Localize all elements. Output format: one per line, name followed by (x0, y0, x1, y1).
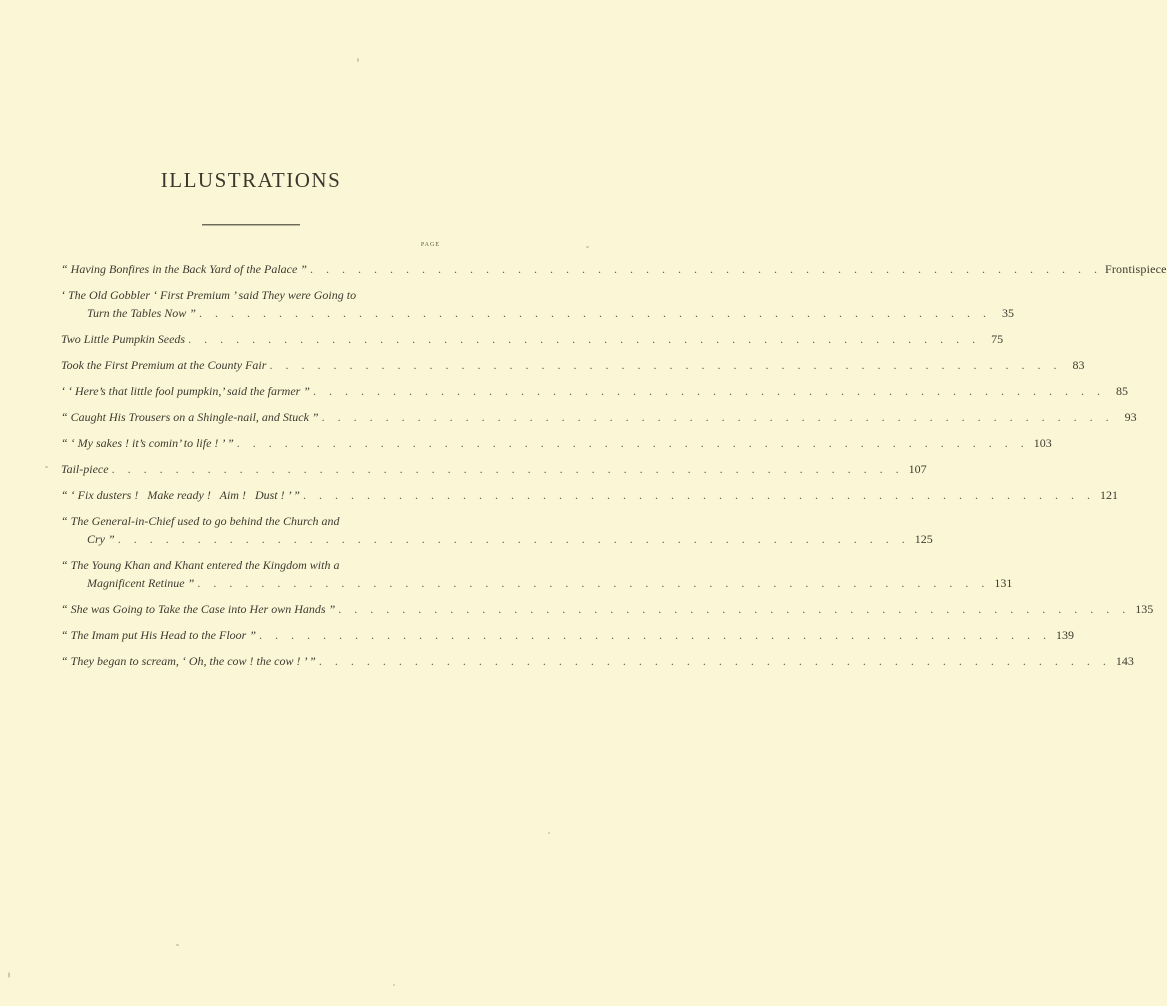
entry-caption: “ The Young Khan and Khant entered the Kingdom with a (61, 558, 340, 572)
list-item (61, 626, 1074, 652)
list-item (61, 486, 1118, 512)
entry-caption: “ Having Bonfires in the Back Yard of the Palace ” (61, 262, 307, 276)
entry-caption: “ They began to scream, ‘ Oh, the cow ! the cow ! ’ ” (61, 654, 316, 668)
entry-caption: ‘ The Old Gobbler ‘ First Premium ’ said They were Going to (61, 288, 357, 302)
entry-page: 107 (908, 462, 927, 476)
entry-caption-continued: Cry ” (87, 532, 115, 546)
paper-speck (8, 972, 10, 978)
entry-page: 121 (1099, 488, 1118, 502)
entry-caption-continued: Magnificent Retinue ” (87, 576, 195, 590)
entry-page: 85 (1115, 384, 1128, 398)
entry-page: 143 (1115, 654, 1134, 668)
leader-dots (237, 434, 1029, 452)
list-item (61, 460, 927, 486)
list-item (61, 356, 1085, 382)
leader-dots (313, 382, 1105, 400)
paper-speck (45, 466, 48, 468)
illustrations-list (61, 260, 1167, 678)
list-item (61, 434, 1052, 460)
list-item (61, 652, 1134, 678)
leader-dots (310, 260, 1102, 278)
entry-page: 131 (994, 576, 1013, 590)
entry-page: 83 (1072, 358, 1085, 372)
entry-caption: “ The General-in-Chief used to go behind the Church and (61, 514, 340, 528)
leader-dots (197, 574, 989, 592)
page-column-header: PAGE (420, 242, 440, 248)
paper-speck (586, 246, 589, 248)
entry-page: 103 (1033, 436, 1052, 450)
list-item (61, 330, 1004, 356)
list-item (61, 382, 1128, 408)
entry-caption: ‘ ‘ Here’s that little fool pumpkin,’ said the farmer ” (61, 384, 310, 398)
list-item (61, 286, 1014, 330)
entry-caption-continued: Turn the Tables Now ” (87, 306, 196, 320)
entry-page: 35 (1001, 306, 1014, 320)
list-item (61, 556, 1013, 600)
entry-caption: “ The Imam put His Head to the Floor ” (61, 628, 256, 642)
leader-dots (259, 626, 1051, 644)
title-rule (202, 224, 300, 225)
list-item (61, 600, 1154, 626)
leader-dots (199, 304, 991, 322)
entry-caption: Two Little Pumpkin Seeds (61, 332, 186, 346)
entry-caption: “ ‘ Fix dusters ! Make ready ! Aim ! Dust ! ’ ” (61, 488, 300, 502)
entry-caption: “ Caught His Trousers on a Shingle-nail, and Stuck ” (61, 410, 319, 424)
entry-caption: “ She was Going to Take the Case into Her own Hands ” (61, 602, 336, 616)
page-title: ILLUSTRATIONS (160, 168, 342, 192)
leader-dots (303, 486, 1095, 504)
paper-speck (176, 944, 179, 946)
entry-page: 125 (914, 532, 933, 546)
entry-page: Frontispiece (1104, 262, 1167, 276)
entry-caption: “ ‘ My sakes ! it’s comin’ to life ! ’ ” (61, 436, 234, 450)
paper-speck (393, 984, 395, 986)
list-item (61, 512, 933, 556)
paper-speck (357, 58, 359, 62)
entry-caption: Tail-piece (61, 462, 109, 476)
entry-page: 93 (1124, 410, 1137, 424)
leader-dots (322, 408, 1114, 426)
leader-dots (118, 530, 910, 548)
entry-caption: Took the First Premium at the County Fair (61, 358, 267, 372)
entry-page: 75 (991, 332, 1004, 346)
leader-dots (269, 356, 1061, 374)
leader-dots (338, 600, 1130, 618)
paper-speck (548, 832, 550, 834)
entry-page: 135 (1135, 602, 1154, 616)
leader-dots (188, 330, 980, 348)
list-item (61, 260, 1167, 286)
entry-page: 139 (1056, 628, 1074, 642)
leader-dots (112, 460, 904, 478)
list-item (61, 408, 1137, 434)
leader-dots (319, 652, 1111, 670)
